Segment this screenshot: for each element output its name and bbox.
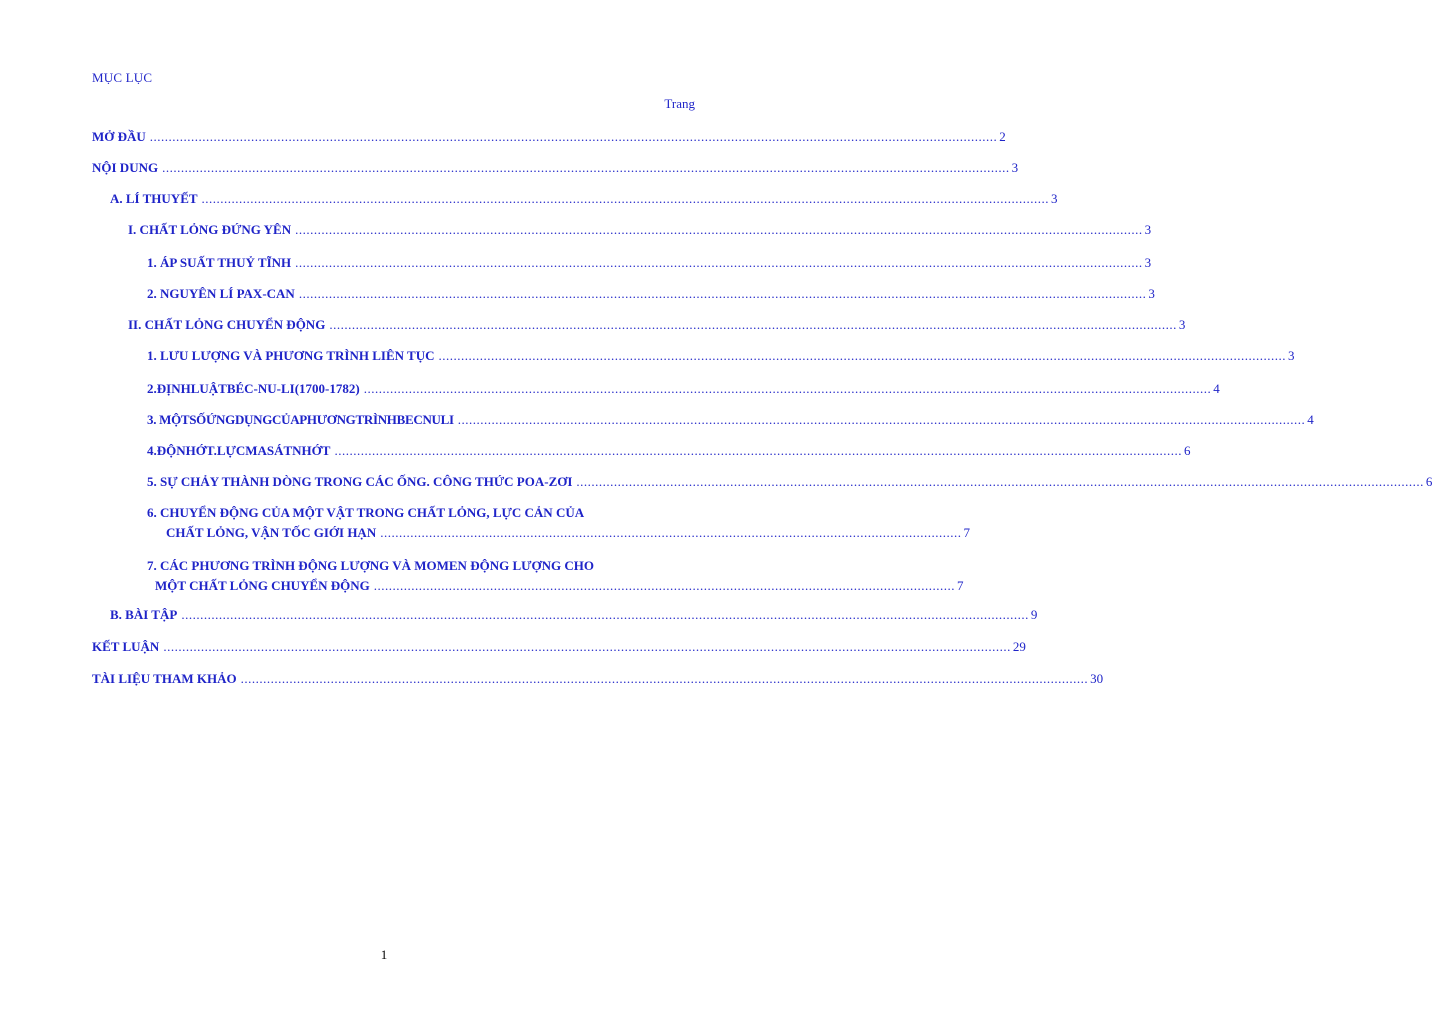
toc-entry-page: 3 [1011,160,1019,175]
toc-entry-title: A. LÍ THUYẾT [110,191,198,206]
toc-entry [147,442,1191,460]
toc-entry-title: 5. SỰ CHẢY THÀNH DÒNG TRONG CÁC ỐNG. CÔNG THỨC POA-ZƠI [147,474,573,489]
dot-leader [181,606,1029,624]
toc-entry-page: 7 [957,578,964,593]
toc-entry [147,347,1295,365]
toc-entry [147,473,1432,491]
toc-entry-page: 4 [1213,381,1220,396]
toc-entry-title: 2.ĐỊNHLUẬTBÉC-NU-LI(1700-1782) [147,381,360,396]
toc-entry-page: 3 [1178,317,1186,332]
toc-entry-page: 3 [1144,255,1152,270]
toc-entry-title: KẾT LUẬN [92,639,160,654]
dot-leader [163,638,1011,656]
toc-entry-title: 1. ÁP SUẤT THUỶ TĨNH [147,255,292,270]
toc-entry-page: 29 [1012,639,1026,654]
page-number: 1 [380,947,388,962]
toc-entry-page: 6 [1183,443,1191,458]
dot-leader: ........................................................................................................................................................... [380,525,962,540]
toc-entry-page: 7 [963,525,970,540]
toc-entry-page: 3 [1148,286,1155,301]
toc-entry-title: 1. LƯU LƯỢNG VÀ PHƯƠNG TRÌNH LIÊN TỤC [147,348,435,363]
dot-leader [458,411,1306,429]
toc-entry [92,670,1104,688]
toc-entry-title-line1: 6. CHUYỂN ĐỘNG CỦA MỘT VẬT TRONG CHẤT LỎNG, LỰC CẢN CỦA [147,505,585,520]
dot-leader [438,347,1286,365]
toc-entry-title: 2. NGUYÊN LÍ PAX-CAN [147,286,295,301]
dot-leader [162,159,1010,177]
toc-entry [92,638,1026,656]
toc-entry-title: I. CHẤT LỎNG ĐỨNG YÊN [128,222,292,237]
toc-entry [147,285,1155,303]
toc-entry [92,159,1019,177]
toc-entry [110,190,1058,208]
toc-entry [128,221,1152,239]
toc-entry [128,316,1186,334]
dot-leader [150,128,998,146]
toc-entry-multiline [147,556,964,596]
toc-entry [147,380,1220,398]
toc-entry-page: 3 [1051,191,1058,206]
toc-entry-page: 6 [1425,474,1432,489]
toc-entry-page: 9 [1030,607,1038,622]
toc-entry-title-line1: 7. CÁC PHƯƠNG TRÌNH ĐỘNG LƯỢNG VÀ MOMEN ĐỘNG LƯỢNG CHO [147,558,594,573]
dot-leader [364,380,1212,398]
dot-leader [329,316,1177,334]
toc-entry-line2 [147,576,964,596]
toc-entry-page: 2 [999,129,1006,144]
dot-leader [334,442,1182,460]
toc-entry [147,411,1314,429]
toc-entry-title: B. BÀI TẬP [110,607,178,622]
toc-entry-page: 4 [1307,412,1314,427]
page-column-label: Trang [664,96,695,111]
toc-entry-page: 30 [1090,671,1104,686]
dot-leader [295,221,1143,239]
toc-entry-title-line2: MỘT CHẤT LỎNG CHUYỂN ĐỘNG [155,578,370,593]
toc-entry-title: II. CHẤT LỎNG CHUYỂN ĐỘNG [128,317,326,332]
dot-leader: ........................................................................................................................................................... [373,578,956,593]
toc-entry-line2 [147,523,970,543]
dot-leader [299,285,1147,303]
toc-entry-title: 3. MỘTSỐỨNGDỤNGCỦAPHƯƠNGTRÌNHBECNULI [147,412,454,427]
toc-entry-title-line2: CHẤT LỎNG, VẬN TỐC GIỚI HẠN [166,525,377,540]
dot-leader [202,190,1050,208]
toc-entry-title: TÀI LIỆU THAM KHẢO [92,671,237,686]
toc-entry-multiline [147,503,970,543]
toc-entry [92,128,1006,146]
dot-leader [576,473,1424,491]
toc-entry-title: 4.ĐỘNHỚT.LỰCMASÁTNHỚT [147,443,331,458]
toc-entry [110,606,1038,624]
toc-entry [147,254,1152,272]
dot-leader [295,254,1143,272]
toc-entry-page: 3 [1144,222,1152,237]
toc-title: MỤC LỤC [92,70,153,85]
toc-entry-title: NỘI DUNG [92,160,159,175]
dot-leader [241,670,1089,688]
toc-entry-page: 3 [1287,348,1295,363]
toc-entry-title: MỞ ĐẦU [92,129,146,144]
